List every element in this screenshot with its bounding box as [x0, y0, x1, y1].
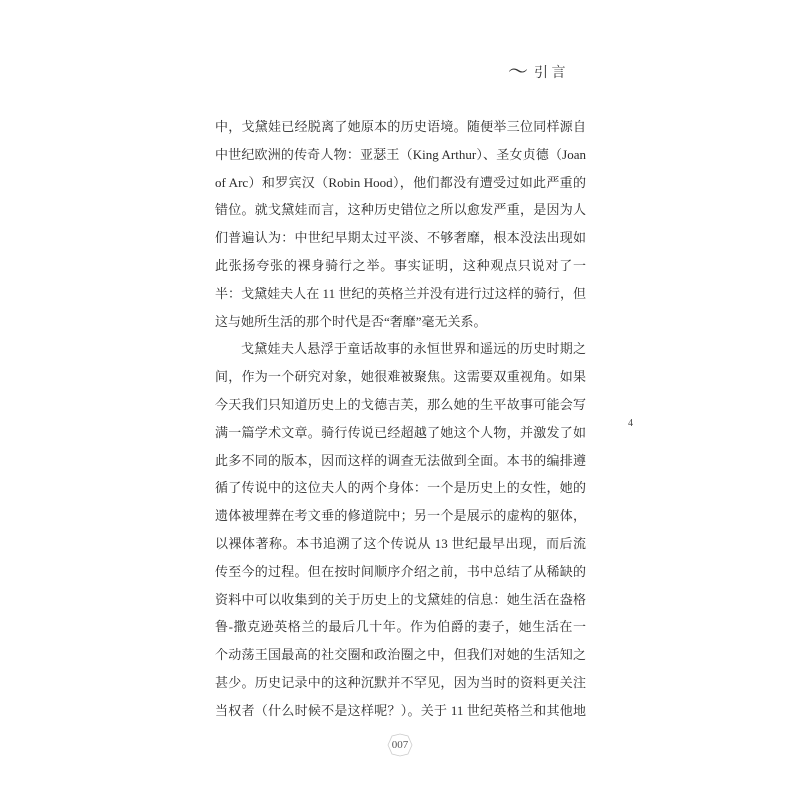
chapter-title: 引 言: [534, 66, 566, 81]
text-line: 传至今的过程。但在按时间顺序介绍之前，书中总结了从稀缺的: [215, 563, 586, 579]
margin-note-number: 4: [628, 418, 633, 429]
text-line: 遗体被埋葬在考文垂的修道院中；另一个是展示的虚构的躯体，: [215, 508, 586, 524]
text-line: 戈黛娃夫人悬浮于童话故事的永恒世界和遥远的历史时期之: [241, 341, 586, 357]
text-line: 中，戈黛娃已经脱离了她原本的历史语境。随便举三位同样源自: [215, 119, 586, 134]
text-line: 错位。就戈黛娃而言，这种历史错位之所以愈发严重，是因为人: [215, 202, 586, 218]
ornament-icon: 〜: [508, 61, 528, 83]
text-line: 循了传说中的这位夫人的两个身体：一个是历史上的女性，她的: [215, 480, 586, 496]
text-line: of Arc）和罗宾汉（Robin Hood），他们都没有遭受过如此严重的: [215, 174, 586, 190]
text-line: 间，作为一个研究对象，她很难被聚焦。这需要双重视角。如果: [215, 369, 586, 385]
text-line: 此张扬夸张的裸身骑行之举。事实证明，这种观点只说对了一: [215, 257, 586, 273]
text-line: 此多不同的版本，因而这样的调查无法做到全面。本书的编排遵: [215, 452, 586, 468]
text-line: 个动荡王国最高的社交圈和政治圈之中，但我们对她的生活知之: [215, 647, 586, 663]
running-header: [508, 62, 566, 82]
text-line: 今天我们只知道历史上的戈德吉芙，那么她的生平故事可能会写: [215, 396, 586, 412]
text-line: 中世纪欧洲的传奇人物：亚瑟王（King Arthur）、圣女贞德（Joan: [215, 146, 586, 162]
body-text: [215, 113, 586, 725]
text-line: 鲁-撒克逊英格兰的最后几十年。作为伯爵的妻子，她生活在一: [215, 619, 586, 635]
text-line: 们普遍认为：中世纪早期太过平淡、不够奢靡，根本没法出现如: [215, 230, 586, 246]
text-line: 满一篇学术文章。骑行传说已经超越了她这个人物，并激发了如: [215, 424, 586, 440]
page-number: [382, 733, 418, 757]
text-line: 资料中可以收集到的关于历史上的戈黛娃的信息：她生活在盎格: [215, 591, 586, 607]
text-line: 以裸体著称。本书追溯了这个传说从 13 世纪最早出现，而后流: [215, 535, 586, 551]
text-line: 当权者（什么时候不是这样呢？）。关于 11 世纪英格兰和其他地: [215, 702, 586, 718]
text-line: 甚少。历史记录中的这种沉默并不罕见，因为当时的资料更关注: [215, 674, 586, 690]
page-number-text: 007: [391, 739, 409, 751]
text-line: 这与她所生活的那个时代是否“奢靡”毫无关系。: [215, 313, 487, 329]
text-line: 半：戈黛娃夫人在 11 世纪的英格兰并没有进行过这样的骑行，但: [215, 285, 586, 301]
